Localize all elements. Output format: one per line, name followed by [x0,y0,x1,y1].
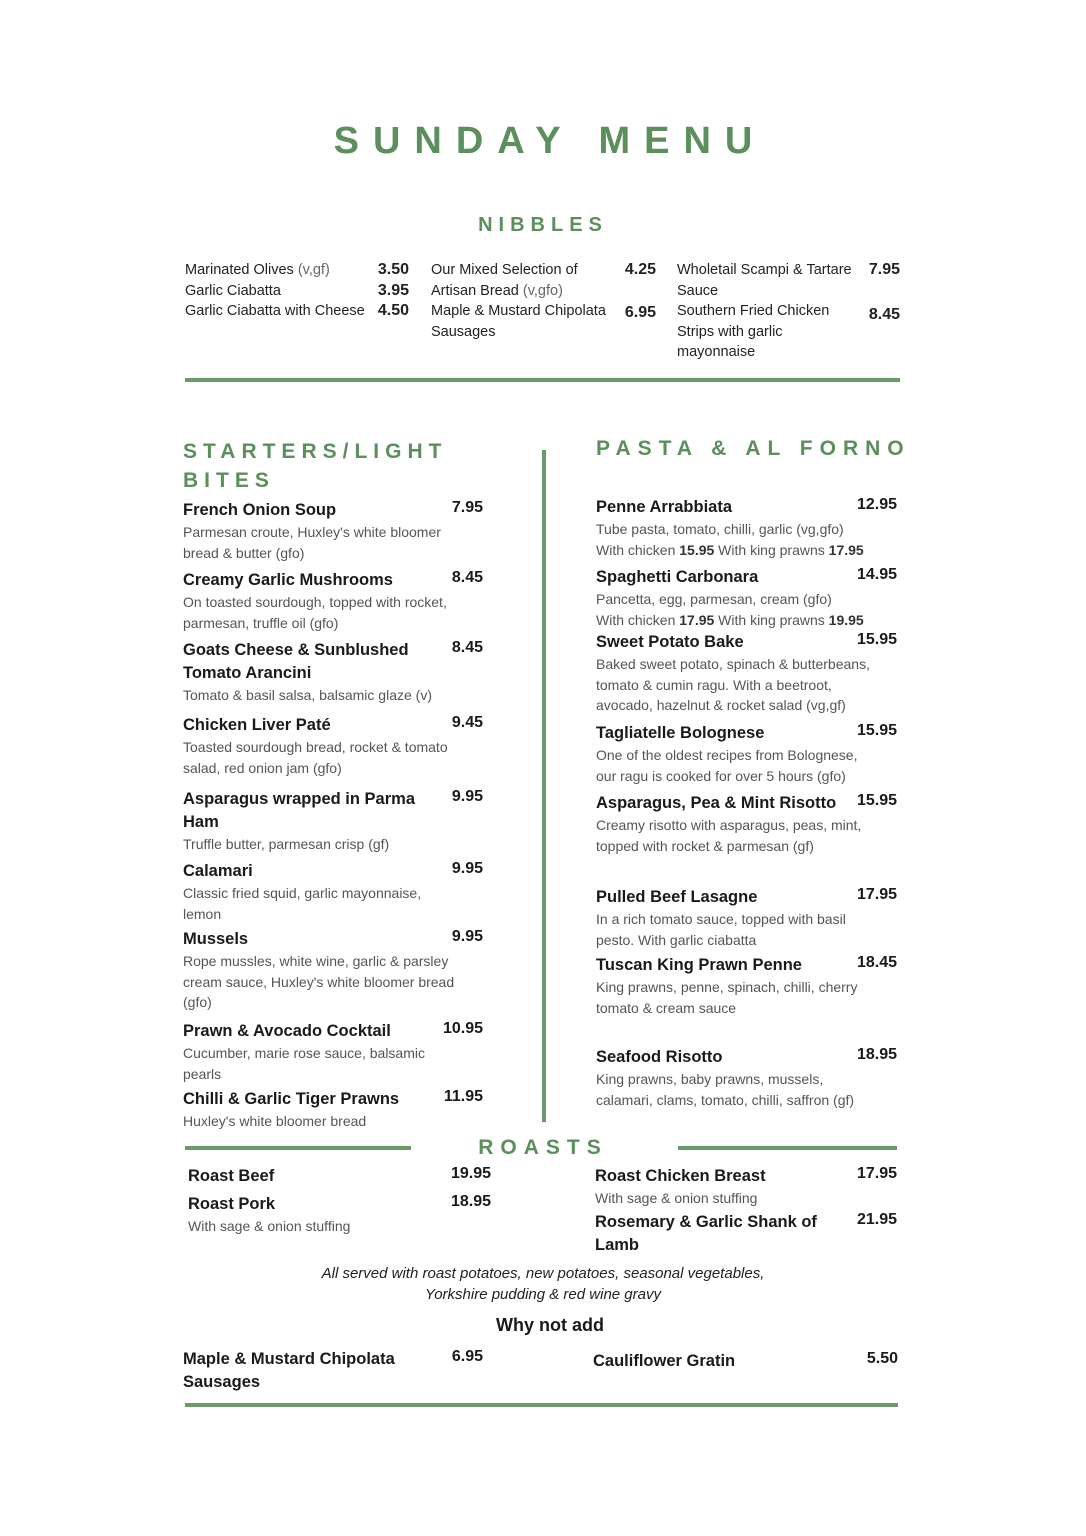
nibbles-heading: NIBBLES [478,214,608,236]
menu-item [596,886,897,950]
item-description: Rope mussles, white wine, garlic & parsley cream sauce, Huxley's white bloomer bread (gfo) [183,953,455,1010]
item-description: Huxley's white bloomer bread [183,1113,367,1129]
item-name-text: Southern Fried Chicken Strips with garlic mayonnaise [677,303,830,360]
item-name: Tuscan King Prawn Penne [596,956,802,974]
menu-item [183,1088,483,1132]
pasta-heading: PASTA & AL FORNO [596,437,911,460]
menu-item [183,928,483,1013]
item-price: 15.95 [856,631,897,648]
item-name: French Onion Soup [183,501,337,519]
item-name: Calamari [183,862,253,880]
item-name: Chilli & Garlic Tiger Prawns [183,1090,400,1108]
option-price: 15.95 [679,541,715,558]
item-name: Seafood Risotto [596,1048,723,1066]
item-name: Rosemary & Garlic Shank of Lamb [595,1213,817,1254]
menu-item [596,722,897,786]
item-name: Roast Beef [188,1167,275,1185]
divider [185,1403,898,1407]
item-price: 15.95 [856,792,897,809]
menu-item [183,639,483,706]
item-description: Classic fried squid, garlic mayonnaise, lemon [183,885,422,922]
item-price: 17.95 [856,886,897,903]
item-name [677,260,857,301]
menu-item [431,301,656,342]
item-name [185,281,281,302]
roasts-note: All served with roast potatoes, new potatoes, seasonal vegetables, [321,1265,765,1282]
menu-item [183,860,483,924]
item-price: 7.95 [868,261,900,278]
item-description: One of the oldest recipes from Bolognese, our ragu is cooked for over 5 hours (gfo) [596,747,858,784]
option-price: 17.95 [828,541,864,558]
menu-item [183,499,483,563]
item-price: 8.45 [868,306,900,323]
item-description: With sage & onion stuffing [188,1218,351,1234]
menu-item [596,566,897,630]
item-description: Toasted sourdough bread, rocket & tomato salad, red onion jam (gfo) [183,739,448,776]
option-label: With king prawns [714,611,829,628]
item-name [431,301,611,342]
item-name: Mussels [183,930,249,948]
item-price: 19.95 [450,1165,491,1182]
item-name: Maple & Mustard Chipolata Sausages [183,1350,395,1391]
item-price: 17.95 [856,1165,897,1182]
roasts-heading: ROASTS [478,1136,608,1159]
item-price: 7.95 [451,499,483,516]
nibbles-column [431,260,656,342]
menu-item [596,1046,897,1110]
item-price: 18.95 [450,1193,491,1210]
menu-item [596,954,897,1018]
roasts-note: Yorkshire pudding & red wine gravy [425,1286,661,1303]
starters-heading: STARTERS/LIGHT BITES [183,440,448,492]
item-name [431,260,611,301]
item-description: Tube pasta, tomato, chilli, garlic (vg,gfo) [596,521,844,537]
menu-item [185,281,409,302]
item-name: Penne Arrabbiata [596,498,733,516]
item-name-text: Garlic Ciabatta [185,282,281,299]
item-options [596,540,897,561]
item-price: 4.50 [377,302,409,319]
item-description: King prawns, penne, spinach, chilli, cherry tomato & cream sauce [596,979,858,1016]
item-name: Pulled Beef Lasagne [596,888,758,906]
addons-heading: Why not add [496,1315,604,1335]
nibbles-column [185,260,409,322]
item-description: Truffle butter, parmesan crisp (gf) [183,836,390,852]
menu-item [183,714,483,778]
item-name-text: Our Mixed Selection of Artisan Bread [431,262,578,299]
menu-item [596,496,897,560]
item-name: Creamy Garlic Mushrooms [183,571,393,589]
item-price: 5.50 [866,1350,898,1367]
item-price: 4.25 [624,261,656,278]
menu-item [596,792,897,856]
menu-item [595,1211,897,1257]
item-price: 11.95 [443,1088,483,1105]
item-price: 21.95 [856,1211,897,1228]
item-name: Tagliatelle Bolognese [596,724,765,742]
menu-item [183,1020,483,1084]
nibbles-column [677,260,900,363]
column-divider [542,450,546,1122]
item-description: Pancetta, egg, parmesan, cream (gfo) [596,591,832,607]
item-name: Cauliflower Gratin [593,1352,736,1370]
item-price: 3.95 [377,281,409,299]
item-price: 18.45 [856,954,897,971]
menu-item [185,301,409,322]
menu-item [185,260,409,281]
item-price: 9.95 [451,860,483,877]
menu-item [183,1348,483,1394]
item-name: Asparagus, Pea & Mint Risotto [596,794,837,812]
item-price: 18.95 [856,1046,897,1063]
item-price: 8.45 [451,569,483,586]
divider [185,378,900,382]
item-name: Chicken Liver Paté [183,716,331,734]
item-price: 10.95 [442,1020,483,1037]
item-name: Goats Cheese & Sunblushed Tomato Arancini [183,641,409,682]
option-price: 17.95 [679,611,715,628]
menu-item [677,260,900,301]
divider [678,1146,897,1150]
item-name-text: Garlic Ciabatta with Cheese [185,303,365,319]
menu-item [183,788,483,855]
dietary-tag: (v,gf) [297,262,330,278]
item-price: 12.95 [856,496,897,513]
item-price: 6.95 [451,1348,483,1365]
item-name: Roast Chicken Breast [595,1167,766,1185]
menu-item [595,1165,897,1209]
item-name: Roast Pork [188,1195,276,1213]
item-name-text: Wholetail Scampi & Tartare Sauce [677,262,852,299]
option-label: With king prawns [714,541,829,558]
menu-item [188,1193,491,1237]
option-price: 19.95 [828,611,864,628]
item-name [185,260,330,281]
item-name [185,301,365,322]
item-price: 8.45 [451,639,483,656]
option-label: With chicken [596,611,680,628]
menu-title: SUNDAY MENU [333,120,767,162]
option-label: With chicken [596,541,680,558]
item-price: 9.95 [451,928,483,945]
item-price: 9.45 [451,714,483,731]
item-name [677,301,857,363]
menu-item [677,301,900,363]
item-name-text: Marinated Olives [185,262,294,278]
item-name: Asparagus wrapped in Parma Ham [183,790,415,831]
item-name: Prawn & Avocado Cocktail [183,1022,391,1040]
item-name: Spaghetti Carbonara [596,568,759,586]
item-options [596,610,897,631]
item-description: Parmesan croute, Huxley's white bloomer bread & butter (gfo) [183,524,441,561]
menu-item [431,260,656,301]
item-price: 15.95 [856,722,897,739]
item-name-text: Maple & Mustard Chipolata Sausages [431,303,606,340]
item-description: Creamy risotto with asparagus, peas, mint, topped with rocket & parmesan (gf) [596,817,862,854]
item-description: Cucumber, marie rose sauce, balsamic pearls [183,1045,425,1082]
item-description: Baked sweet potato, spinach & butterbeans, tomato & cumin ragu. With a beetroot, avocado, hazelnut & rocket salad (vg,gf) [596,656,870,713]
item-price: 3.50 [377,261,409,278]
item-price: 6.95 [624,304,656,321]
item-description: In a rich tomato sauce, topped with basil pesto. With garlic ciabatta [596,911,846,948]
menu-item [183,569,483,633]
item-price: 14.95 [856,566,897,583]
menu-item [593,1350,898,1373]
item-name: Sweet Potato Bake [596,633,744,651]
item-description: With sage & onion stuffing [595,1190,758,1206]
item-description: On toasted sourdough, topped with rocket, parmesan, truffle oil (gfo) [183,594,447,631]
item-description: Tomato & basil salsa, balsamic glaze (v) [183,687,432,703]
menu-item [188,1165,491,1188]
item-price: 9.95 [451,788,483,805]
item-description: King prawns, baby prawns, mussels, calamari, clams, tomato, chilli, saffron (gf) [596,1071,855,1108]
menu-item [596,631,897,716]
dietary-tag: (v,gfo) [522,282,563,299]
